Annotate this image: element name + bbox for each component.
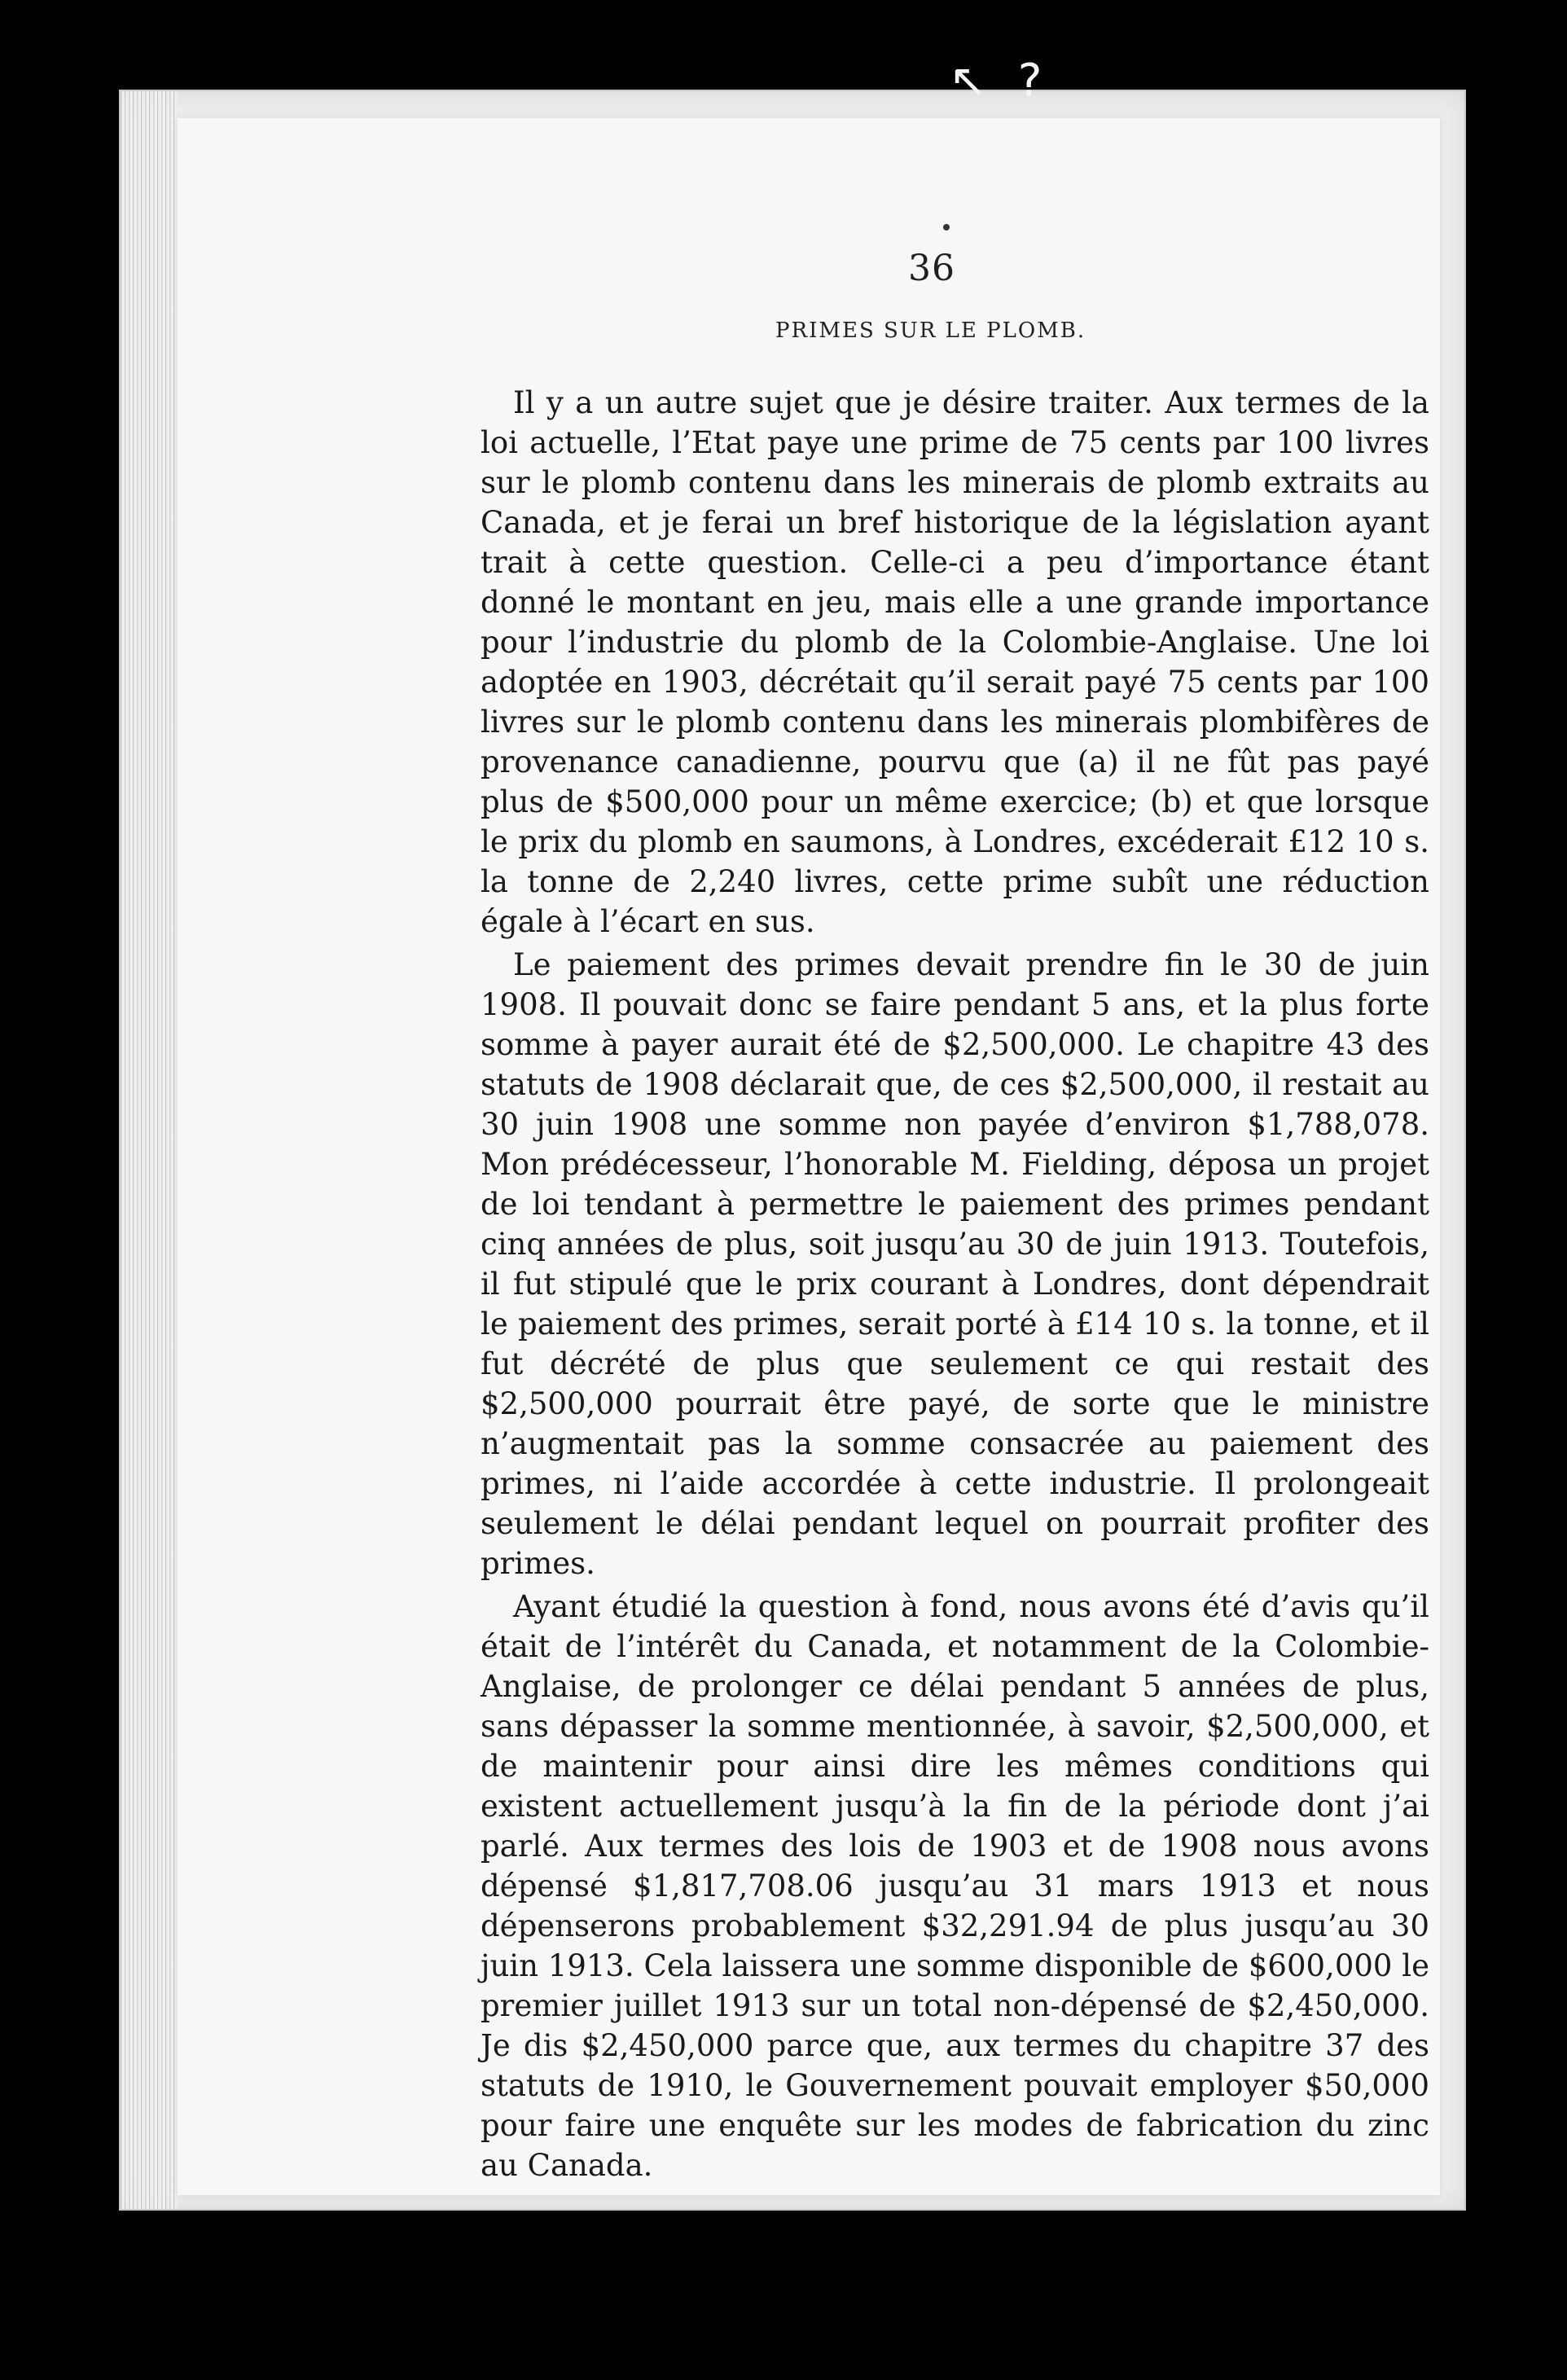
body-text bbox=[481, 383, 1429, 2189]
paragraph-2: Le paiement des primes devait prendre fin le 30 de juin 1908. Il pouvait donc se faire pendant 5 ans, et la plus forte somme à payer aurait été de $2,500,000. Le chapitre 43 des statuts de 1908 déclarait que, de ces $2,500,000, il restait au 30 juin 1908 une somme non payée d’environ $1,788,078. Mon prédécesseur, l’honorable M. Fielding, déposa un projet de loi tendant à permettre le paiement des primes pendant cinq années de plus, soit jusqu’au 30 de juin 1913. Toutefois, il fut stipulé que le prix courant à Londres, dont dépendrait le paiement des primes, serait porté à £14 10 s. la tonne, et il fut décrété de plus que seulement ce qui restait des $2,500,000 pourrait être payé, de sorte que le ministre n’augmentait pas la somme consacrée au paiement des primes, ni l’aide accordée à cette industrie. Il prolongeait seulement le délai pendant lequel on pourrait profiter des primes. bbox=[481, 947, 1429, 1581]
paragraph-1: Il y a un autre sujet que je désire traiter. Aux termes de la loi actuelle, l’Etat paye une prime de 75 cents par 100 livres sur le plomb contenu dans les minerais de plomb extraits au Canada, et je ferai un bref historique de la législation ayant trait à cette question. Celle-ci a peu d’importance étant donné le montant en jeu, mais elle a une grande importance pour l’industrie du plomb de la Colombie-Anglaise. Une loi adoptée en 1903, décrétait qu’il serait payé 75 cents par 100 livres sur le plomb contenu dans les minerais plombifères de provenance canadienne, pourvu que (a) il ne fût pas payé plus de $500,000 pour un même exercice; (b) et que lorsque le prix du plomb en saumons, à Londres, excéderait £12 10 s. la tonne de 2,240 livres, cette prime subît une réduction égale à l’écart en sus. bbox=[481, 385, 1429, 939]
page-heading: PRIMES SUR LE PLOMB. bbox=[775, 318, 1086, 343]
top-marks: ↖ ? bbox=[949, 55, 1051, 108]
paragraph-3: Ayant étudié la question à fond, nous avons été d’avis qu’il était de l’intérêt du Canada, et notamment de la Colombie-Anglaise, de prolonger ce délai pendant 5 années de plus, sans dépasser la somme mentionnée, à savoir, $2,500,000, et de maintenir pour ainsi dire les mêmes conditions qui existent actuellement jusqu’à la fin de la période dont j’ai parlé. Aux termes des lois de 1903 et de 1908 nous avons dépensé $1,817,708.06 jusqu’au 31 mars 1913 et nous dépenserons probablement $32,291.94 de plus jusqu’au 30 juin 1913. Cela laissera une somme disponible de $600,000 le premier juillet 1913 sur un total non-dépensé de $2,450,000. Je dis $2,450,000 parce que, aux termes du chapitre 37 des statuts de 1910, le Gouvernement pouvait employer $50,000 pour faire une enquête sur les modes de fabrication du zinc au Canada. bbox=[481, 1589, 1429, 2183]
page-edge-stack bbox=[121, 91, 178, 2209]
page-number: 36 bbox=[908, 248, 955, 289]
page-dot-mark bbox=[943, 224, 950, 231]
